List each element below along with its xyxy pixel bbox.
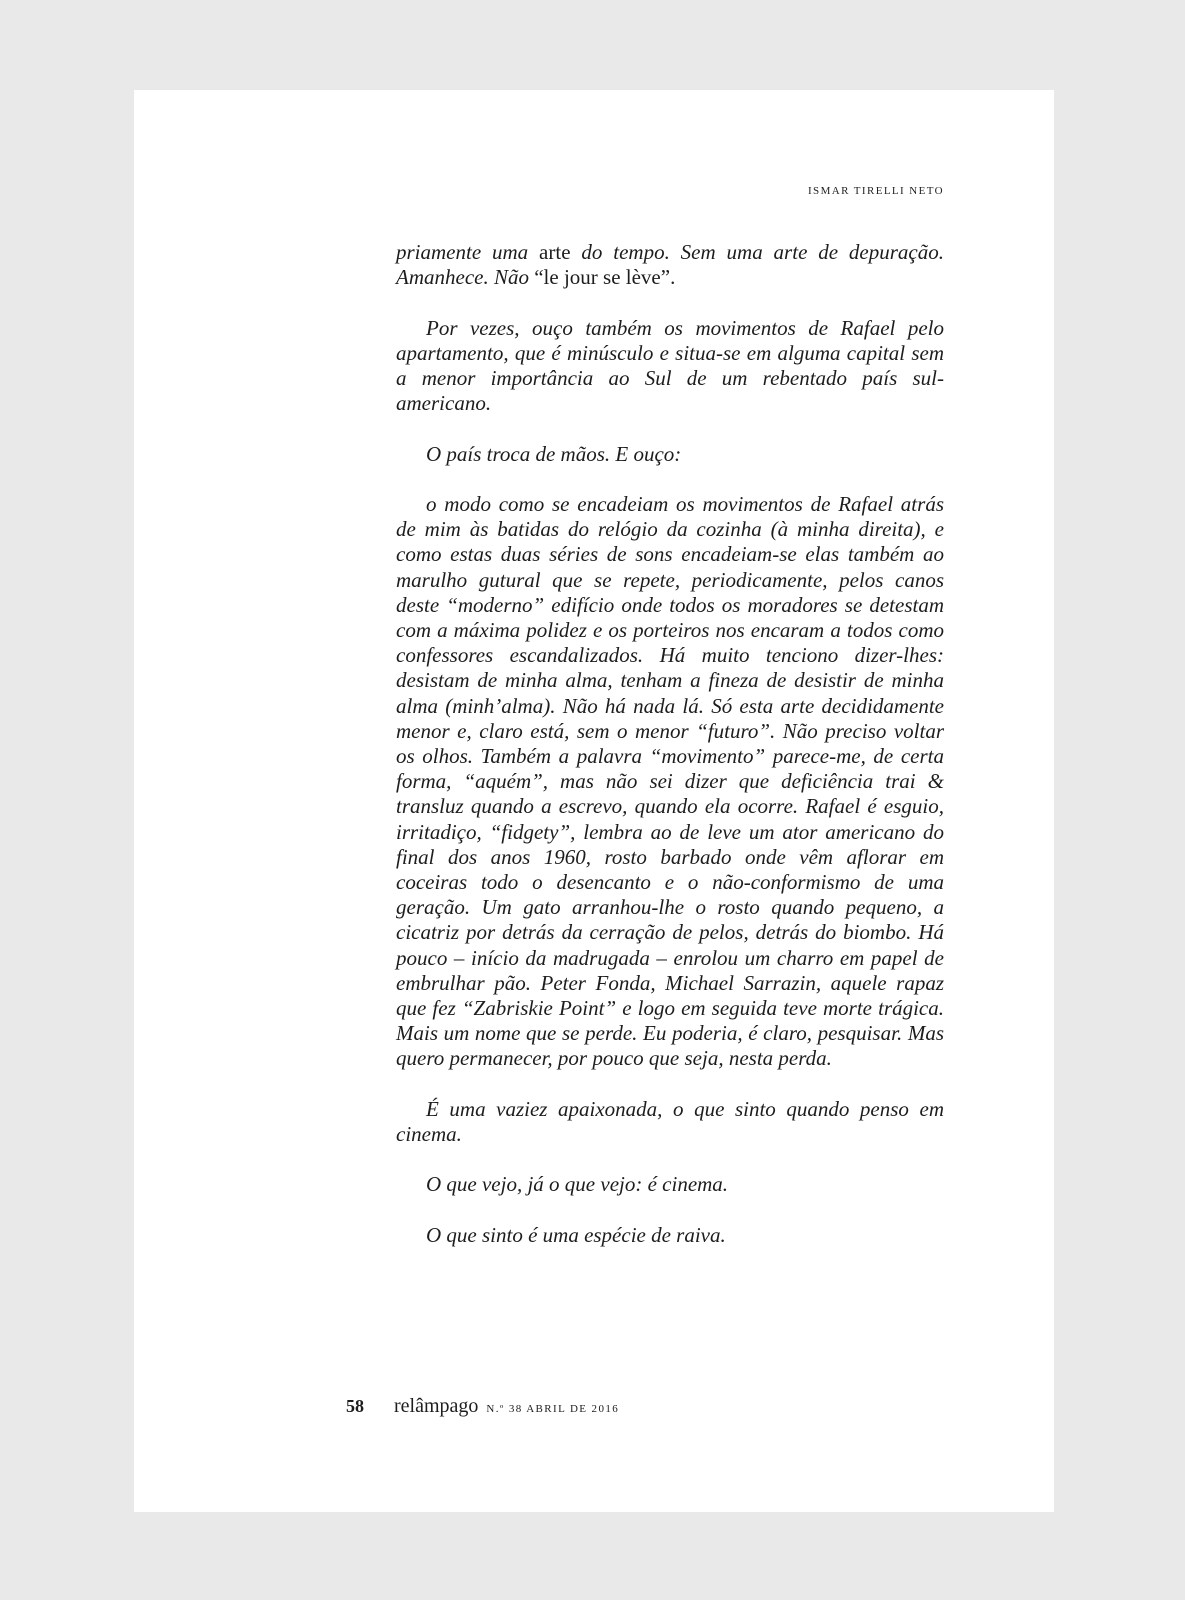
paragraph-1-part-a: priamente uma bbox=[396, 240, 529, 264]
page-footer bbox=[346, 1395, 619, 1418]
paragraph-4: o modo como se encadeiam os movimentos de Rafael atrás de mim às batidas do relógio da cozinha (à minha direita), e como estas duas séries de sons encadeiam-se elas também ao marulho gutural que se repete, periodicamente, pelos canos deste “moderno” edifício onde todos os moradores se detestam com a máxima polidez e os porteiros nos encaram a todos como confessores escandalizados. Há muito tenciono dizer-lhes: desistam de minha alma, tenham a fineza de desistir de minha alma (minh’alma). Não há nada lá. Só esta arte decididamente menor e, claro está, sem o menor “futuro”. Não preciso voltar os olhos. Também a palavra “movimento” parece-me, de certa forma, “aquém”, mas não sei dizer que deficiência trai & transluz quando a escrevo, quando ela ocorre. Rafael é esguio, irritadiço, “fidgety”, lembra ao de leve um ator americano do final dos anos 1960, rosto barbado onde vêm aflorar em coceiras todo o desencanto e o não-conformismo de uma geração. Um gato arranhou-lhe o rosto quando pequeno, a cicatriz por detrás da cerração de pelos, detrás do biombo. Há pouco – início da madrugada – enrolou um charro em papel de embrulhar pão. Peter Fonda, Michael Sarrazin, aquele rapaz que fez “Zabriskie Point” e logo em seguida teve morte trágica. Mais um nome que se perde. Eu poderia, é claro, pesquisar. Mas quero permanecer, por pouco que seja, nesta perda. bbox=[396, 491, 944, 1071]
journal-name: relâmpago bbox=[394, 1395, 479, 1417]
paragraph-1-part-c: do tempo. Sem uma arte de depuração. Amanhece. Não bbox=[396, 240, 944, 290]
issue-info: N.º 38 ABRIL DE 2016 bbox=[486, 1403, 620, 1415]
paragraph-7: O que sinto é uma espécie de raiva. bbox=[426, 1222, 726, 1247]
running-head-author: ISMAR TIRELLI NETO bbox=[807, 185, 944, 197]
paragraph-3: O país troca de mãos. E ouço: bbox=[426, 441, 682, 466]
paragraph-1-part-d: “le jour se lève”. bbox=[534, 265, 676, 290]
paragraph-5: É uma vaziez apaixonada, o que sinto quando penso em cinema. bbox=[396, 1096, 944, 1147]
main-text bbox=[396, 240, 944, 1273]
paragraph-6: O que vejo, já o que vejo: é cinema. bbox=[426, 1172, 729, 1197]
paragraph-2: Por vezes, ouço também os movimentos de Rafael pelo apartamento, que é minúsculo e situa-se em alguma capital sem a menor importância ao Sul de um rebentado país sul-americano. bbox=[396, 315, 944, 416]
paragraph-1 bbox=[396, 240, 944, 290]
page-number: 58 bbox=[346, 1396, 364, 1416]
paragraph-1-part-b: arte bbox=[528, 240, 582, 264]
document-page bbox=[134, 90, 1054, 1512]
